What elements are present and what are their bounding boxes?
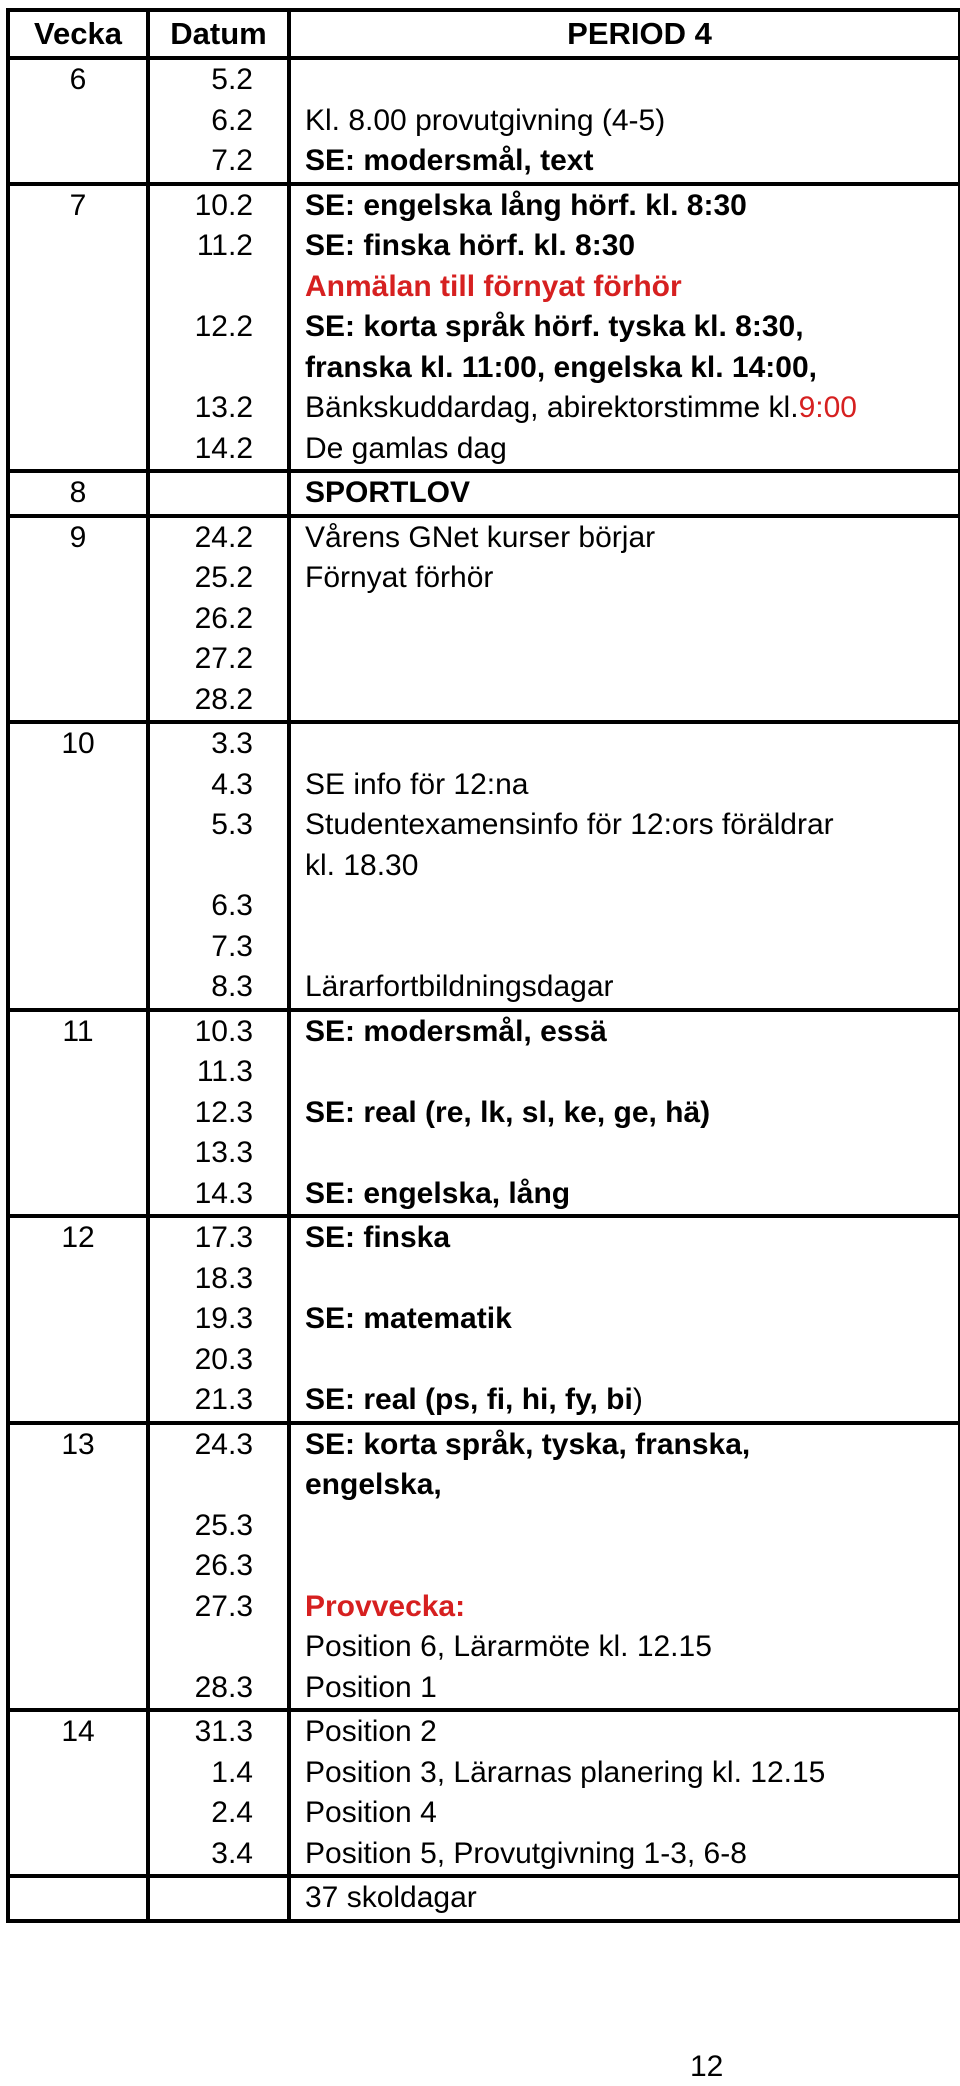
table-row <box>8 1133 960 1174</box>
event-line <box>305 1834 958 1875</box>
table-row <box>8 1753 960 1794</box>
event-text: Position 1 <box>305 1670 437 1704</box>
event-cell <box>289 471 960 516</box>
event-cell <box>289 1587 960 1668</box>
week-cell: 6 <box>8 58 148 101</box>
event-line <box>305 1299 958 1340</box>
date-cell: 3.4 <box>148 1834 289 1877</box>
date-cell <box>148 471 289 516</box>
event-cell <box>289 1668 960 1711</box>
event-line <box>305 348 958 389</box>
date-cell: 2.4 <box>148 1793 289 1834</box>
header-period: PERIOD 4 <box>289 10 960 58</box>
date-cell: 6.2 <box>148 101 289 142</box>
event-cell <box>289 307 960 388</box>
event-cell <box>289 927 960 968</box>
table-row <box>8 1380 960 1423</box>
event-text: Förnyat förhör <box>305 561 494 594</box>
week-cell <box>8 388 148 429</box>
week-cell <box>8 226 148 307</box>
event-cell <box>289 1834 960 1877</box>
event-line <box>305 765 958 806</box>
week-cell <box>8 1793 148 1834</box>
date-cell: 11.2 <box>148 226 289 307</box>
week-cell <box>8 101 148 142</box>
week-cell <box>8 1546 148 1587</box>
table-row <box>8 1216 960 1259</box>
table-row <box>8 967 960 1010</box>
event-line <box>305 1668 958 1709</box>
date-cell: 26.2 <box>148 599 289 640</box>
week-cell <box>8 1174 148 1217</box>
table-row <box>8 429 960 472</box>
week-cell: 13 <box>8 1423 148 1506</box>
event-line <box>305 967 958 1008</box>
event-text: Position 3, Lärarnas planering kl. 12.15 <box>305 1755 826 1789</box>
date-cell: 27.3 <box>148 1587 289 1668</box>
header-week: Vecka <box>8 10 148 58</box>
event-text: Kl. 8.00 provutgivning (4-5) <box>305 103 666 137</box>
week-cell <box>8 1753 148 1794</box>
date-cell: 6.3 <box>148 886 289 927</box>
event-text: SE: matematik <box>305 1302 512 1335</box>
week-cell <box>8 1834 148 1877</box>
table-row <box>8 1259 960 1300</box>
date-cell: 5.2 <box>148 58 289 101</box>
event-cell <box>289 722 960 765</box>
week-cell <box>8 1093 148 1134</box>
table-row <box>8 765 960 806</box>
event-text: Position 4 <box>305 1796 437 1829</box>
date-cell <box>148 1876 289 1921</box>
week-cell <box>8 558 148 599</box>
table-row <box>8 558 960 599</box>
event-line <box>305 1712 958 1753</box>
event-text: ) <box>632 1383 643 1416</box>
event-line <box>305 1878 958 1919</box>
date-cell: 19.3 <box>148 1299 289 1340</box>
event-cell <box>289 516 960 559</box>
event-cell <box>289 184 960 227</box>
date-cell: 1.4 <box>148 1753 289 1794</box>
event-line <box>305 141 958 182</box>
week-cell <box>8 886 148 927</box>
week-cell <box>8 927 148 968</box>
date-cell: 14.3 <box>148 1174 289 1217</box>
event-cell <box>289 1052 960 1093</box>
date-cell: 12.2 <box>148 307 289 388</box>
date-cell: 11.3 <box>148 1052 289 1093</box>
event-cell <box>289 1423 960 1506</box>
week-cell <box>8 1668 148 1711</box>
table-row <box>8 1710 960 1753</box>
event-cell <box>289 1216 960 1259</box>
week-cell <box>8 1876 148 1921</box>
event-line <box>305 1627 958 1668</box>
event-text: SE: finska <box>305 1221 451 1254</box>
table-row <box>8 101 960 142</box>
date-cell: 13.3 <box>148 1133 289 1174</box>
event-text: SE: finska hörf. kl. 8:30 <box>305 229 636 262</box>
event-text: SE: engelska, lång <box>305 1176 571 1210</box>
table-row <box>8 471 960 516</box>
date-cell: 25.3 <box>148 1506 289 1547</box>
table-row <box>8 141 960 184</box>
event-cell <box>289 886 960 927</box>
event-cell <box>289 1753 960 1794</box>
event-text: De gamlas dag <box>305 431 507 465</box>
event-text: SPORTLOV <box>305 476 471 509</box>
event-line <box>305 473 958 514</box>
event-text: SE info för 12:na <box>305 767 529 801</box>
event-text: engelska, <box>305 1468 442 1501</box>
header-row <box>8 10 960 58</box>
week-cell: 7 <box>8 184 148 227</box>
event-line <box>305 558 958 599</box>
table-row <box>8 927 960 968</box>
week-cell <box>8 639 148 680</box>
event-cell <box>289 1710 960 1753</box>
table-row <box>8 516 960 559</box>
event-line <box>305 1425 958 1466</box>
table-header <box>8 10 960 58</box>
table-row <box>8 307 960 388</box>
date-cell: 10.3 <box>148 1010 289 1053</box>
event-cell <box>289 226 960 307</box>
week-cell <box>8 307 148 388</box>
event-cell <box>289 805 960 886</box>
event-line <box>305 1093 958 1134</box>
event-line <box>305 1587 958 1628</box>
event-text: SE: modersmål, essä <box>305 1014 607 1048</box>
event-line <box>305 1380 958 1421</box>
event-line <box>305 429 958 470</box>
table-row <box>8 226 960 307</box>
event-cell <box>289 141 960 184</box>
date-cell: 24.3 <box>148 1423 289 1506</box>
date-cell: 13.2 <box>148 388 289 429</box>
table-row <box>8 639 960 680</box>
week-cell: 12 <box>8 1216 148 1259</box>
date-cell: 4.3 <box>148 765 289 806</box>
date-cell: 18.3 <box>148 1259 289 1300</box>
date-cell: 28.2 <box>148 680 289 723</box>
week-cell <box>8 599 148 640</box>
date-cell: 27.2 <box>148 639 289 680</box>
table-row <box>8 1423 960 1506</box>
event-text: Bänkskuddardag, abirektorstimme kl. <box>305 391 799 424</box>
event-line <box>305 267 958 308</box>
date-cell: 7.2 <box>148 141 289 184</box>
event-text: franska kl. 11:00, engelska kl. 14:00, <box>305 350 817 384</box>
event-line <box>305 388 958 429</box>
event-line <box>305 1012 958 1053</box>
week-cell <box>8 429 148 472</box>
week-cell: 9 <box>8 516 148 559</box>
week-cell <box>8 1380 148 1423</box>
table-row <box>8 599 960 640</box>
event-cell <box>289 1546 960 1587</box>
event-line <box>305 846 958 887</box>
event-text: SE: real (re, lk, sl, ke, ge, hä) <box>305 1095 711 1129</box>
header-date: Datum <box>148 10 289 58</box>
event-cell <box>289 1340 960 1381</box>
week-cell <box>8 765 148 806</box>
event-text: Studentexamensinfo för 12:ors föräldrar <box>305 808 834 841</box>
week-cell <box>8 805 148 886</box>
event-cell <box>289 58 960 101</box>
week-cell <box>8 141 148 184</box>
event-text: Provvecka: <box>305 1589 466 1623</box>
date-cell: 25.2 <box>148 558 289 599</box>
date-cell: 21.3 <box>148 1380 289 1423</box>
date-cell: 8.3 <box>148 967 289 1010</box>
table-row <box>8 58 960 101</box>
table-row <box>8 1587 960 1668</box>
event-text: Lärarfortbildningsdagar <box>305 970 614 1003</box>
table-row <box>8 805 960 886</box>
table-row <box>8 1174 960 1217</box>
event-line <box>305 1793 958 1834</box>
event-cell <box>289 1010 960 1053</box>
event-cell <box>289 765 960 806</box>
event-text: Position 6, Lärarmöte kl. 12.15 <box>305 1630 712 1663</box>
event-text: Anmälan till förnyat förhör <box>305 269 682 303</box>
event-text: 37 skoldagar <box>305 1881 477 1914</box>
date-cell: 17.3 <box>148 1216 289 1259</box>
table-row <box>8 680 960 723</box>
date-cell: 24.2 <box>148 516 289 559</box>
week-cell: 14 <box>8 1710 148 1753</box>
date-cell: 5.3 <box>148 805 289 886</box>
table-row <box>8 1052 960 1093</box>
event-cell <box>289 101 960 142</box>
date-cell: 28.3 <box>148 1668 289 1711</box>
event-text: SE: real (ps, fi, hi, fy, bi <box>305 1383 633 1416</box>
page-number: 12 <box>690 2050 724 2083</box>
event-line <box>305 101 958 142</box>
event-line <box>305 518 958 559</box>
event-text: SE: korta språk hörf. tyska kl. 8:30, <box>305 310 804 343</box>
event-line <box>305 1465 958 1506</box>
week-cell <box>8 1340 148 1381</box>
date-cell: 10.2 <box>148 184 289 227</box>
event-text: SE: engelska lång hörf. kl. 8:30 <box>305 188 747 222</box>
event-cell <box>289 599 960 640</box>
week-cell: 11 <box>8 1010 148 1053</box>
table-row <box>8 1793 960 1834</box>
table-row <box>8 886 960 927</box>
table-body <box>8 58 960 1921</box>
event-line <box>305 307 958 348</box>
event-line <box>305 1174 958 1215</box>
week-cell <box>8 680 148 723</box>
week-cell <box>8 1299 148 1340</box>
event-text: SE: modersmål, text <box>305 144 594 177</box>
week-cell: 10 <box>8 722 148 765</box>
event-cell <box>289 1380 960 1423</box>
event-line <box>305 1753 958 1794</box>
table-row <box>8 1340 960 1381</box>
table-row <box>8 1506 960 1547</box>
event-cell <box>289 967 960 1010</box>
table-row <box>8 722 960 765</box>
event-text: Position 5, Provutgivning 1-3, 6-8 <box>305 1836 747 1870</box>
event-cell <box>289 1876 960 1921</box>
table-row <box>8 1010 960 1053</box>
date-cell: 26.3 <box>148 1546 289 1587</box>
event-cell <box>289 1259 960 1300</box>
event-cell <box>289 1133 960 1174</box>
table-row <box>8 184 960 227</box>
date-cell: 12.3 <box>148 1093 289 1134</box>
event-cell <box>289 639 960 680</box>
table-row <box>8 1093 960 1134</box>
week-cell <box>8 1587 148 1668</box>
event-cell <box>289 1093 960 1134</box>
event-cell <box>289 1793 960 1834</box>
date-cell: 7.3 <box>148 927 289 968</box>
event-cell <box>289 558 960 599</box>
event-text: Position 2 <box>305 1715 437 1748</box>
event-cell <box>289 680 960 723</box>
table-row <box>8 1876 960 1921</box>
event-text: kl. 18.30 <box>305 848 419 882</box>
event-text: Vårens GNet kurser börjar <box>305 520 656 554</box>
event-cell <box>289 388 960 429</box>
date-cell: 31.3 <box>148 1710 289 1753</box>
table-row <box>8 1299 960 1340</box>
week-cell <box>8 1259 148 1300</box>
event-line <box>305 805 958 846</box>
table-row <box>8 1834 960 1877</box>
event-cell <box>289 1174 960 1217</box>
date-cell: 20.3 <box>148 1340 289 1381</box>
week-cell <box>8 1133 148 1174</box>
table-row <box>8 1546 960 1587</box>
table-row <box>8 388 960 429</box>
week-cell: 8 <box>8 471 148 516</box>
event-text: 9:00 <box>798 391 857 424</box>
event-text: SE: korta språk, tyska, franska, <box>305 1427 751 1461</box>
event-cell <box>289 429 960 472</box>
date-cell: 14.2 <box>148 429 289 472</box>
table-row <box>8 1668 960 1711</box>
event-line <box>305 1218 958 1259</box>
event-cell <box>289 1299 960 1340</box>
week-cell <box>8 967 148 1010</box>
event-cell <box>289 1506 960 1547</box>
week-cell <box>8 1506 148 1547</box>
event-line <box>305 226 958 267</box>
date-cell: 3.3 <box>148 722 289 765</box>
week-cell <box>8 1052 148 1093</box>
schedule-table <box>6 8 960 1923</box>
event-line <box>305 186 958 227</box>
